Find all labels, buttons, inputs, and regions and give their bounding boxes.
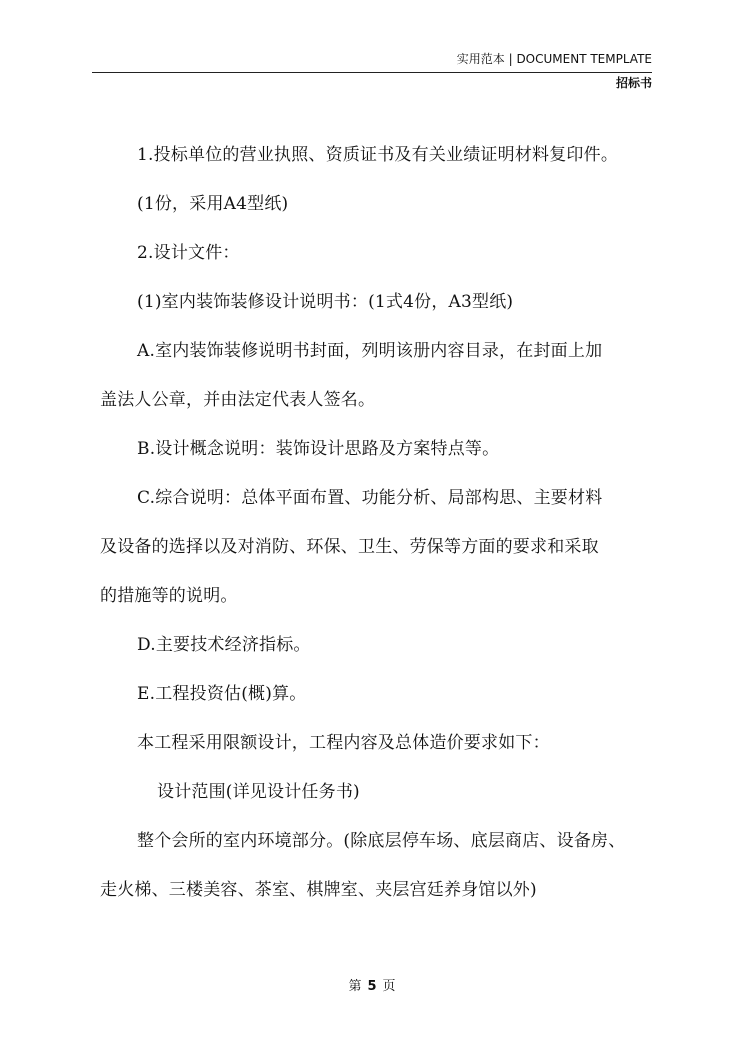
body-line: 的措施等的说明。 (100, 586, 238, 606)
body-line: 及设备的选择以及对消防、环保、卫生、劳保等方面的要求和采取 (100, 537, 599, 557)
document-header-title: 实用范本 | DOCUMENT TEMPLATE (456, 52, 652, 66)
document-header-subtitle: 招标书 (615, 76, 652, 90)
body-line: 2.设计文件： (137, 243, 240, 263)
page-prefix: 第 (348, 979, 362, 994)
body-line: 本工程采用限额设计，工程内容及总体造价要求如下： (137, 733, 550, 753)
body-line: (1份，采用A4型纸) (137, 194, 289, 214)
body-line: 整个会所的室内环境部分。(除底层停车场、底层商店、设备房、 (137, 831, 626, 851)
document-body (100, 131, 660, 915)
body-line: B.设计概念说明：装饰设计思路及方案特点等。 (137, 439, 500, 459)
body-line: 设计范围(详见设计任务书) (157, 782, 360, 802)
page-number: 5 (367, 979, 377, 994)
body-line: C.综合说明：总体平面布置、功能分析、局部构思、主要材料 (137, 488, 603, 508)
body-line: (1)室内装饰装修设计说明书：(1式4份，A3型纸) (137, 292, 514, 312)
header-divider (92, 72, 652, 73)
body-line: E.工程投资估(概)算。 (137, 684, 307, 704)
page-footer (0, 975, 744, 994)
body-line: 盖法人公章，并由法定代表人签名。 (100, 390, 376, 410)
body-line: 走火梯、三楼美容、茶室、棋牌室、夹层宫廷养身馆以外) (100, 880, 537, 900)
body-line: 1.投标单位的营业执照、资质证书及有关业绩证明材料复印件。 (137, 145, 619, 165)
body-line: D.主要技术经济指标。 (137, 635, 311, 655)
page-suffix: 页 (382, 979, 396, 994)
body-line: A.室内装饰装修说明书封面，列明该册内容目录，在封面上加 (137, 341, 603, 361)
